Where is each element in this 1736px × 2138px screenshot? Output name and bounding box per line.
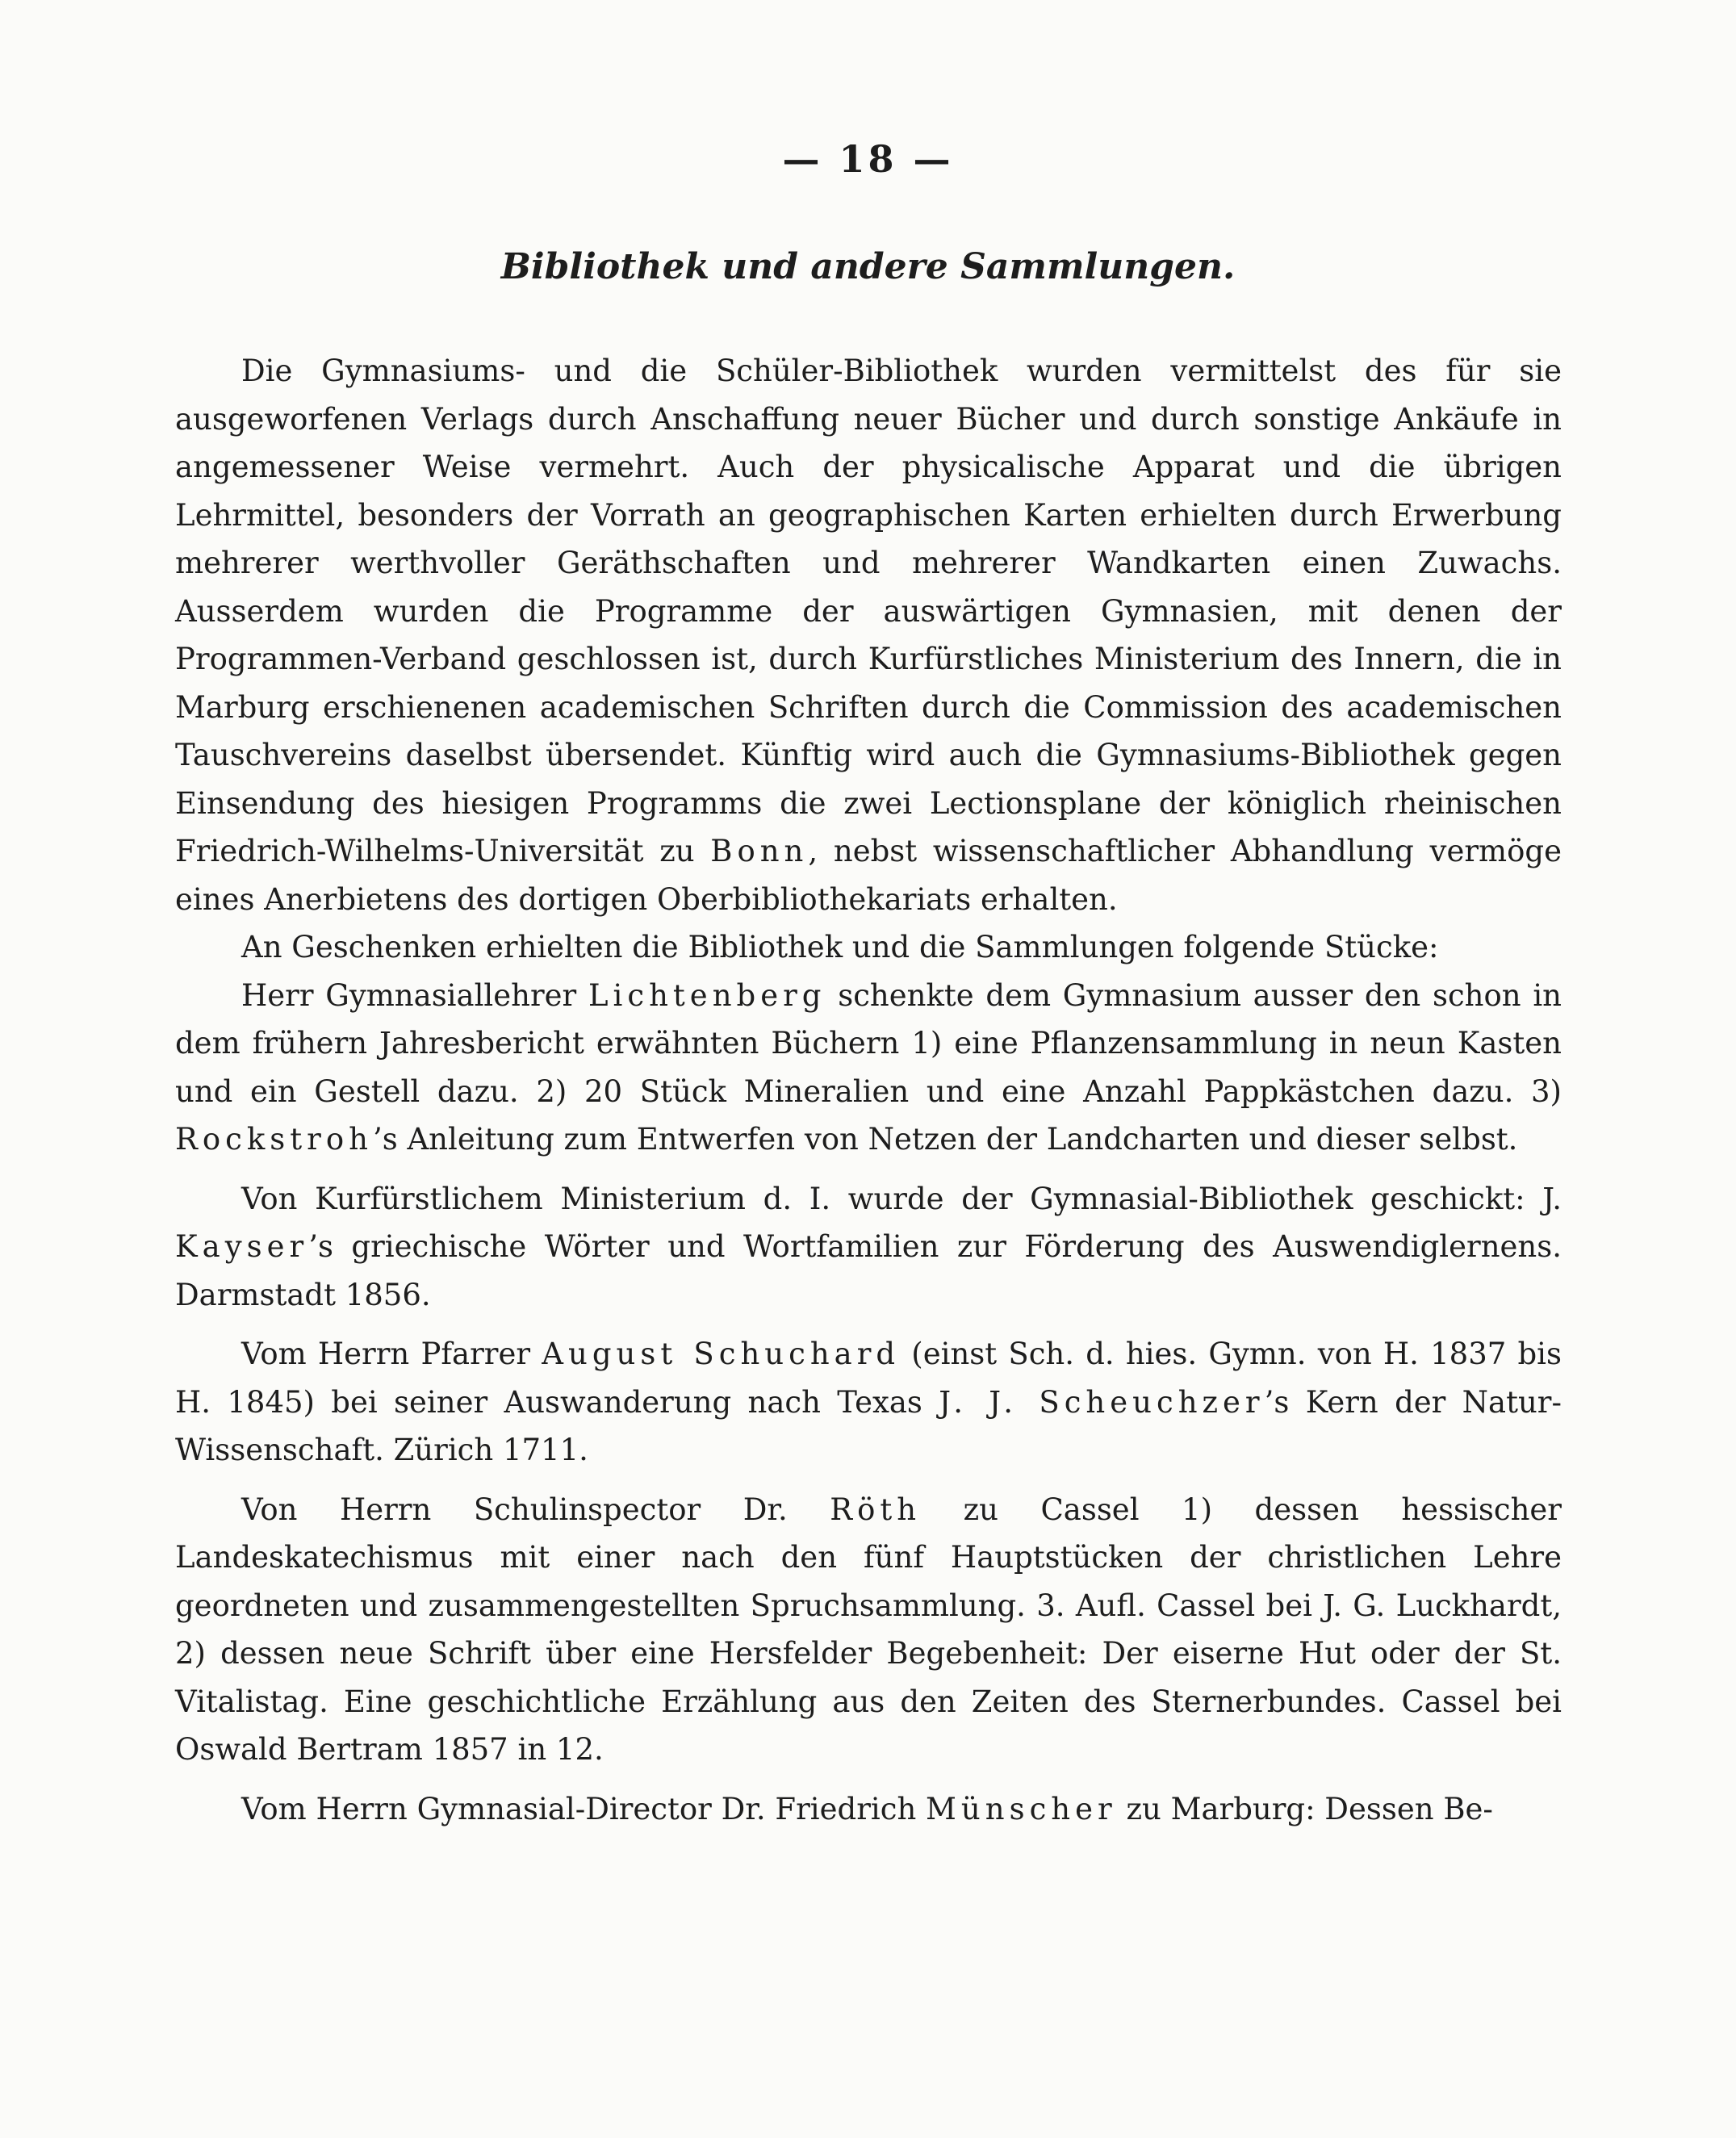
spaced-name: Bonn <box>710 834 809 868</box>
paragraph-gift-ministerium <box>175 1175 1562 1320</box>
text-run: Herr Gymnasiallehrer <box>241 977 588 1013</box>
text-run: Von Kurfürstlichem Ministerium d. I. wurde der Gymnasial-Bibliothek geschickt: J. <box>241 1181 1562 1216</box>
spaced-name: Rockstroh <box>175 1122 373 1157</box>
paragraph-gift-muenscher <box>175 1785 1562 1834</box>
text-run: (einst Sch. d. hies. Gymn. von H. 1837 bis H. 1845) bei seiner Auswanderung nach Texas <box>175 1337 1562 1420</box>
text-run: zu Marburg: Dessen Be- <box>1116 1791 1493 1826</box>
paragraph-gifts-intro <box>175 923 1562 972</box>
paragraph-gift-roeth <box>175 1486 1562 1774</box>
paragraph-gift-schuchard <box>175 1330 1562 1475</box>
text-run: schenkte dem Gymnasium ausser den schon in dem frühern Jahresbericht erwähnten Büchern 1) eine Pflanzensammlung in neun Kasten und ein Gestell dazu. 2) 20 Stück Mineralien und eine Anzahl Pappkästchen dazu. 3) <box>175 977 1562 1109</box>
spaced-name: August Schuchard <box>542 1337 901 1371</box>
body-text <box>175 347 1562 1833</box>
page-number: — 18 — <box>782 137 954 181</box>
paragraph-gift-lichtenberg <box>175 972 1562 1164</box>
text-run: ’s griechische Wörter und Wortfamilien zur Förderung des Auswendiglernens. Darmstadt 1856. <box>175 1229 1562 1312</box>
text-run: ’s Kern der Natur-Wissenschaft. Zürich 1711. <box>175 1384 1562 1467</box>
spaced-name: Münscher <box>926 1791 1117 1826</box>
text-run: Vom Herrn Gymnasial-Director Dr. Friedrich <box>241 1791 927 1826</box>
text-run: Vom Herrn Pfarrer <box>241 1337 542 1371</box>
text-run: Die Gymnasiums- und die Schüler-Bibliothek wurden vermittelst des für sie ausgeworfenen Verlags durch Anschaffung neuer Bücher und durch sonstige Ankäufe in angemessener Weise vermehrt. Auch der physicalische Apparat und die übrigen Lehrmittel, besonders der Vorrath an geographischen Karten erhielten durch Erwerbung mehrerer werthvoller Geräthschaften und mehrerer Wandkarten einen Zuwachs. Ausserdem wurden die Programme der auswärtigen Gymnasien, mit denen der Programmen-Verband geschlossen ist, durch Kurfürstliches Ministerium des Innern, die in Marburg erschienenen academischen Schriften durch die Commission des academischen Tauschvereins daselbst übersendet. Künftig wird auch die Gymnasiums-Bibliothek gegen Einsendung des hiesigen Programms die zwei Lectionsplane der königlich rheinischen Friedrich-Wilhelms-Universität zu <box>175 354 1562 868</box>
text-run: , nebst wissenschaftlicher Abhandlung vermöge eines Anerbietens des dortigen Oberbibliothekariats erhalten. <box>175 834 1562 917</box>
spaced-name: Kayser <box>175 1229 309 1264</box>
section-heading: Bibliothek und andere Sammlungen. <box>500 246 1236 287</box>
spaced-name: Röth <box>830 1492 922 1527</box>
text-run: ’s Anleitung zum Entwerfen von Netzen der Landcharten und dieser selbst. <box>372 1122 1518 1157</box>
text-run: Von Herrn Schulinspector Dr. <box>241 1492 830 1527</box>
text-run: zu Cassel 1) dessen hessischer Landeskatechismus mit einer nach den fünf Hauptstücken der christlichen Lehre geordneten und zusammengestellten Spruchsammlung. 3. Aufl. Cassel bei J. G. Luckhardt, 2) dessen neue Schrift über eine Hersfelder Begebenheit: Der eiserne Hut oder der St. Vitalistag. Eine geschichtliche Erzählung aus den Zeiten des Sternerbundes. Cassel bei Oswald Bertram 1857 in 12. <box>175 1492 1562 1767</box>
spaced-name: Lichtenberg <box>588 977 826 1013</box>
spaced-name: J. J. Scheuchzer <box>939 1384 1265 1420</box>
paragraph-library-acquisitions <box>175 347 1562 923</box>
text-run: An Geschenken erhielten die Bibliothek und die Sammlungen folgende Stücke: <box>241 930 1439 964</box>
